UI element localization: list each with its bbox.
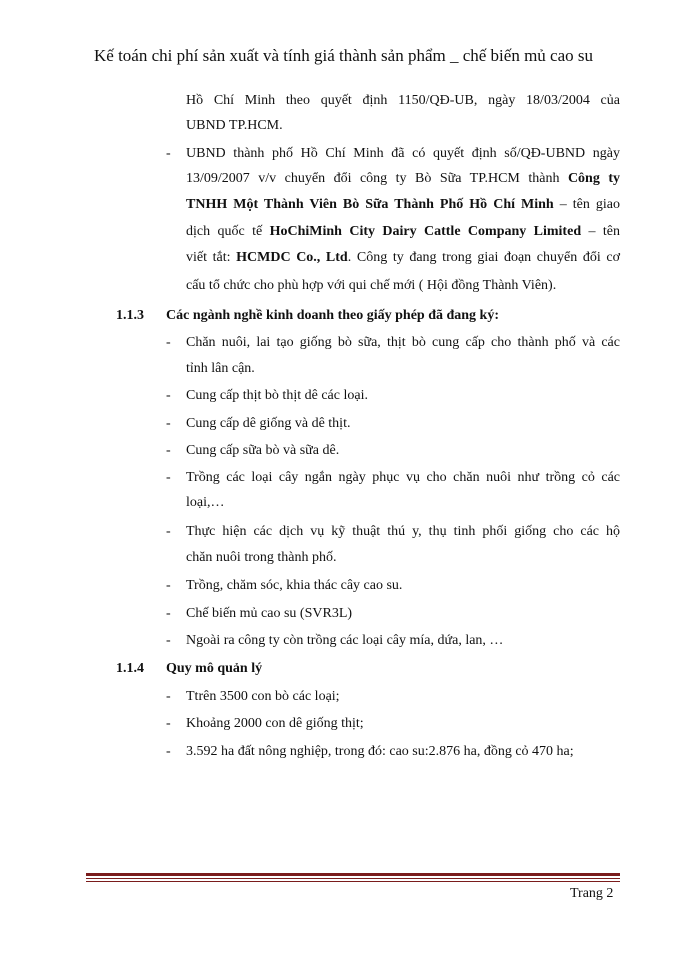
intro-p2-line-1: UBND thành phố Hồ Chí Minh đã có quyết định số/QĐ-UBND ngày — [186, 146, 620, 161]
intro-line-1: Hồ Chí Minh theo quyết định 1150/QĐ-UB, ngày 18/03/2004 của — [186, 93, 620, 108]
page-number: Trang 2 — [570, 886, 614, 901]
list-item-continuation: tỉnh lân cận. — [186, 361, 255, 376]
intro-p2-line-6: cấu tổ chức cho phù hợp với qui chế mới ( Hội đồng Thành Viên). — [186, 278, 557, 293]
intro-p2-line-2: 13/09/2007 v/v chuyển đổi công ty Bò Sữa TP.HCM thành Công ty — [186, 171, 620, 186]
bullet-dash: - — [166, 606, 171, 621]
bullet-dash: - — [166, 335, 171, 350]
section-114-title: Quy mô quản lý — [166, 661, 263, 676]
list-item: Trồng các loại cây ngắn ngày phục vụ cho chăn nuôi như trồng cỏ các — [186, 470, 620, 485]
list-item: Chăn nuôi, lai tạo giống bò sữa, thịt bò cung cấp cho thành phố và các — [186, 335, 620, 350]
list-item: Cung cấp sữa bò và sữa dê. — [186, 443, 340, 458]
list-item: Khoảng 2000 con dê giống thịt; — [186, 716, 364, 731]
list-item: Trồng, chăm sóc, khia thác cây cao su. — [186, 578, 403, 593]
footer-divider — [86, 878, 620, 879]
bullet-dash: - — [166, 388, 171, 403]
list-item: 3.592 ha đất nông nghiệp, trong đó: cao su:2.876 ha, đồng cỏ 470 ha; — [186, 744, 574, 759]
footer-divider — [86, 873, 620, 876]
list-item: Thực hiện các dịch vụ kỹ thuật thú y, thụ tinh phối giống cho các hộ — [186, 524, 620, 539]
list-item: Chế biến mủ cao su (SVR3L) — [186, 606, 353, 621]
list-item-continuation: loại,… — [186, 495, 225, 510]
list-item: Ttrên 3500 con bò các loại; — [186, 689, 340, 704]
list-item: Cung cấp dê giống và dê thịt. — [186, 416, 351, 431]
page-header-title: Kế toán chi phí sản xuất và tính giá thành sản phẩm _ chế biến mủ cao su — [94, 46, 594, 65]
bullet-dash: - — [166, 470, 171, 485]
intro-p2-line-5: viết tắt: HCMDC Co., Ltd. Công ty đang trong giai đoạn chuyển đổi cơ — [186, 250, 620, 265]
bullet-dash: - — [166, 578, 171, 593]
bullet-dash: - — [166, 744, 171, 759]
section-113-number: 1.1.3 — [116, 308, 144, 323]
bullet-dash: - — [166, 443, 171, 458]
section-113-title: Các ngành nghề kinh doanh theo giấy phép đã đang ký: — [166, 308, 500, 323]
bullet-dash: - — [166, 524, 171, 539]
list-item: Ngoài ra công ty còn trồng các loại cây mía, dứa, lan, … — [186, 633, 504, 648]
intro-p2-line-3: TNHH Một Thành Viên Bò Sữa Thành Phố Hồ Chí Minh – tên giao — [186, 197, 620, 212]
bullet-dash: - — [166, 146, 171, 161]
section-114-number: 1.1.4 — [116, 661, 144, 676]
intro-p2-line-4: dịch quốc tế HoChiMinh City Dairy Cattle Company Limited – tên — [186, 224, 620, 239]
list-item: Cung cấp thịt bò thịt dê các loại. — [186, 388, 368, 403]
bullet-dash: - — [166, 689, 171, 704]
bullet-dash: - — [166, 633, 171, 648]
bullet-dash: - — [166, 416, 171, 431]
list-item-continuation: chăn nuôi trong thành phố. — [186, 550, 337, 565]
bullet-dash: - — [166, 716, 171, 731]
intro-line-2: UBND TP.HCM. — [186, 118, 283, 133]
footer-divider — [86, 881, 620, 882]
